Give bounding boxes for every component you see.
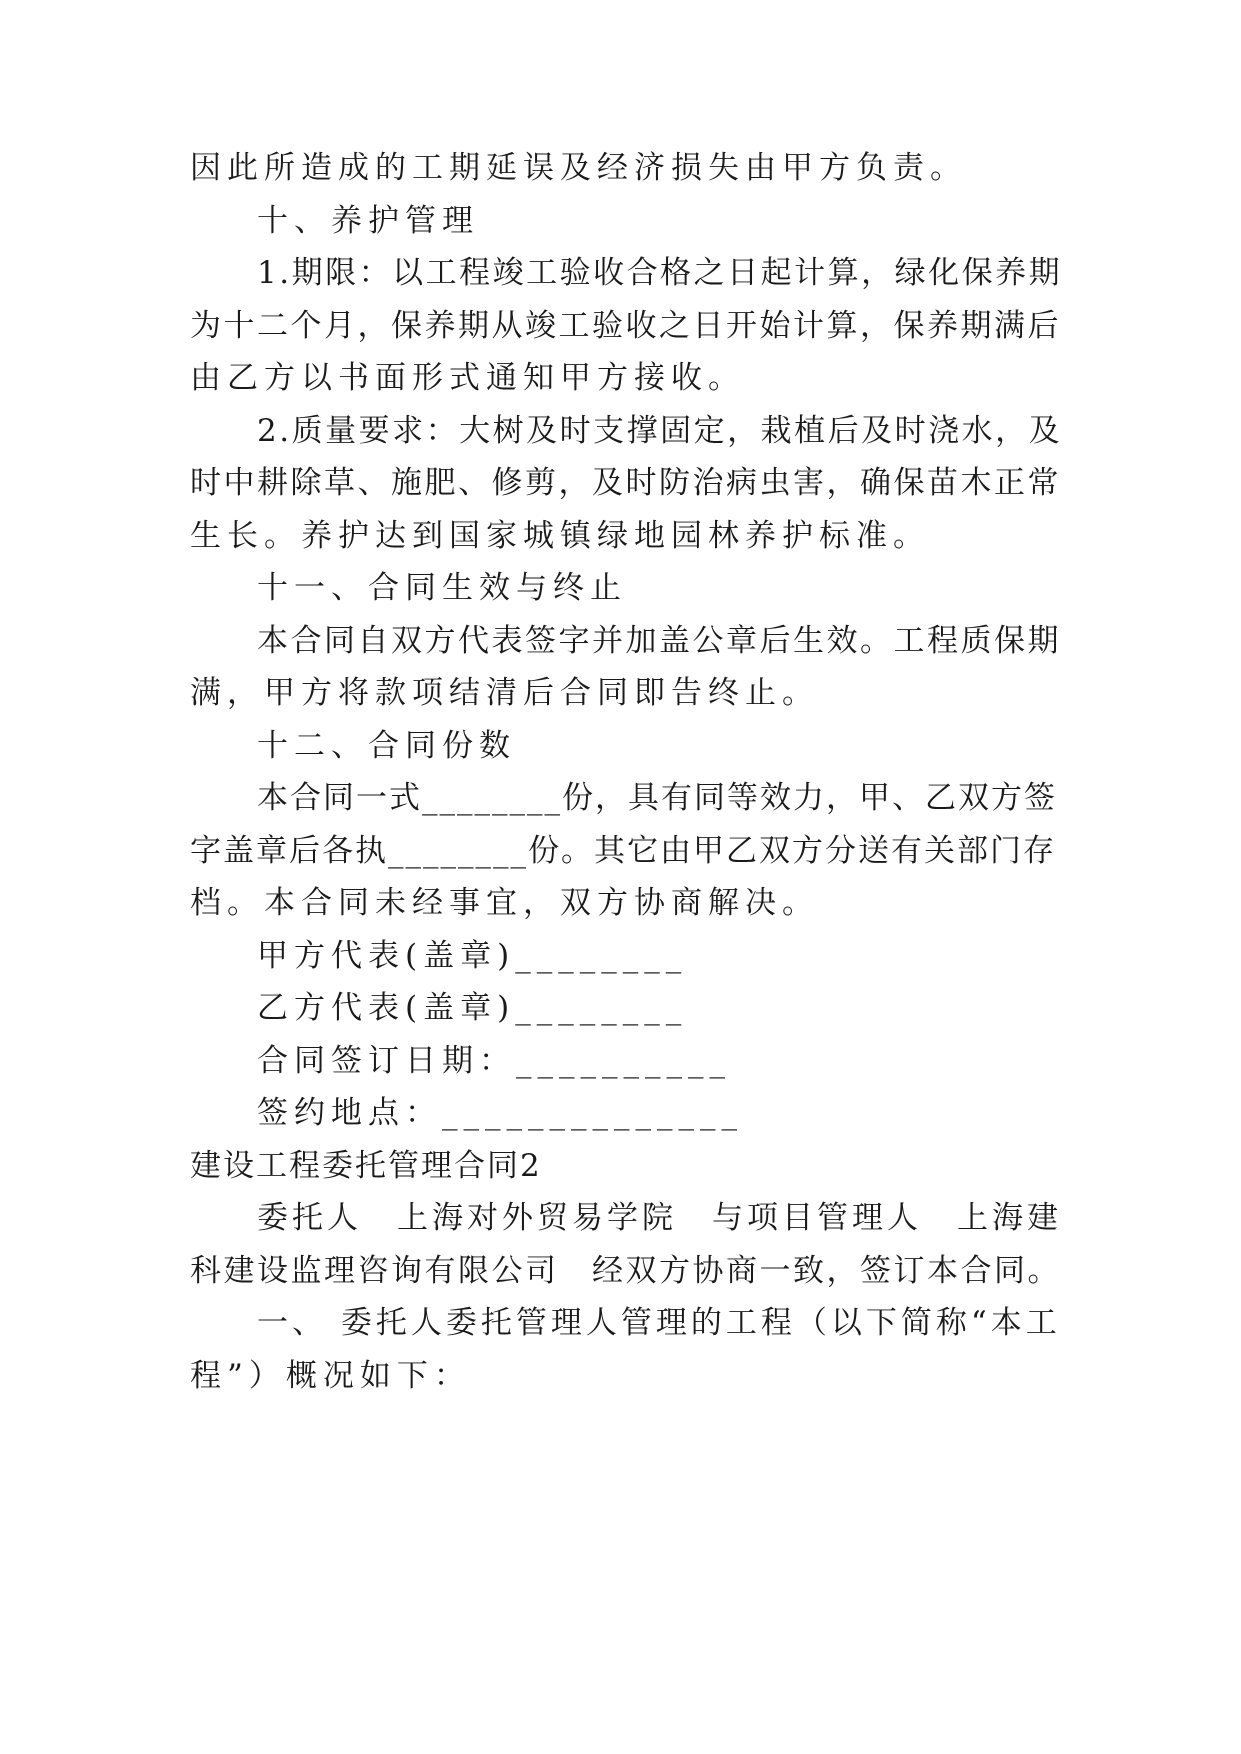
party-a-signature-line: 甲方代表(盖章)________ [257,938,688,974]
paragraph-line: 为十二个月，保养期从竣工验收之日开始计算，保养期满后 [190,308,1061,344]
paragraph-line: 由乙方以书面形式通知甲方接收。 [190,360,745,396]
section-heading-maintenance: 十、养护管理 [257,203,479,239]
section-heading-copies: 十二、合同份数 [257,728,516,764]
paragraph-line: 2.质量要求：大树及时支撑固定，栽植后及时浇水，及 [257,413,1063,449]
party-b-signature-line: 乙方代表(盖章)________ [257,990,688,1026]
paragraph-line: 一、 委托人委托管理人管理的工程（以下简称“本工 [257,1305,1061,1341]
paragraph-line: 1.期限：以工程竣工验收合格之日起计算，绿化保养期 [257,255,1063,291]
paragraph-line: 档。本合同未经事宜，双方协商解决。 [190,885,819,921]
section-heading-effect-termination: 十一、合同生效与终止 [257,570,627,606]
paragraph-line: 因此所造成的工期延误及经济损失由甲方负责。 [190,150,967,186]
paragraph-line: 本合同自双方代表签字并加盖公章后生效。工程质保期 [257,623,1061,659]
paragraph-line: 科建设监理咨询有限公司 经双方协商一致，签订本合同。 [190,1253,1061,1289]
paragraph-line: 本合同一式________份，具有同等效力，甲、乙双方签 [257,780,1057,816]
paragraph-line: 满，甲方将款项结清后合同即告终止。 [190,675,819,711]
paragraph-line: 时中耕除草、施肥、修剪，及时防治病虫害，确保苗木正常 [190,465,1061,501]
document-title: 建设工程委托管理合同2 [190,1148,542,1184]
signing-place-line: 签约地点：______________ [257,1095,743,1131]
paragraph-line: 委托人 上海对外贸易学院 与项目管理人 上海建 [257,1200,1062,1236]
paragraph-line: 生长。养护达到国家城镇绿地园林养护标准。 [190,518,930,554]
paragraph-line: 程”）概况如下： [190,1358,471,1394]
signing-date-line: 合同签订日期：__________ [257,1043,731,1079]
paragraph-line: 字盖章后各执________份。其它由甲乙双方分送有关部门存 [190,833,1056,869]
